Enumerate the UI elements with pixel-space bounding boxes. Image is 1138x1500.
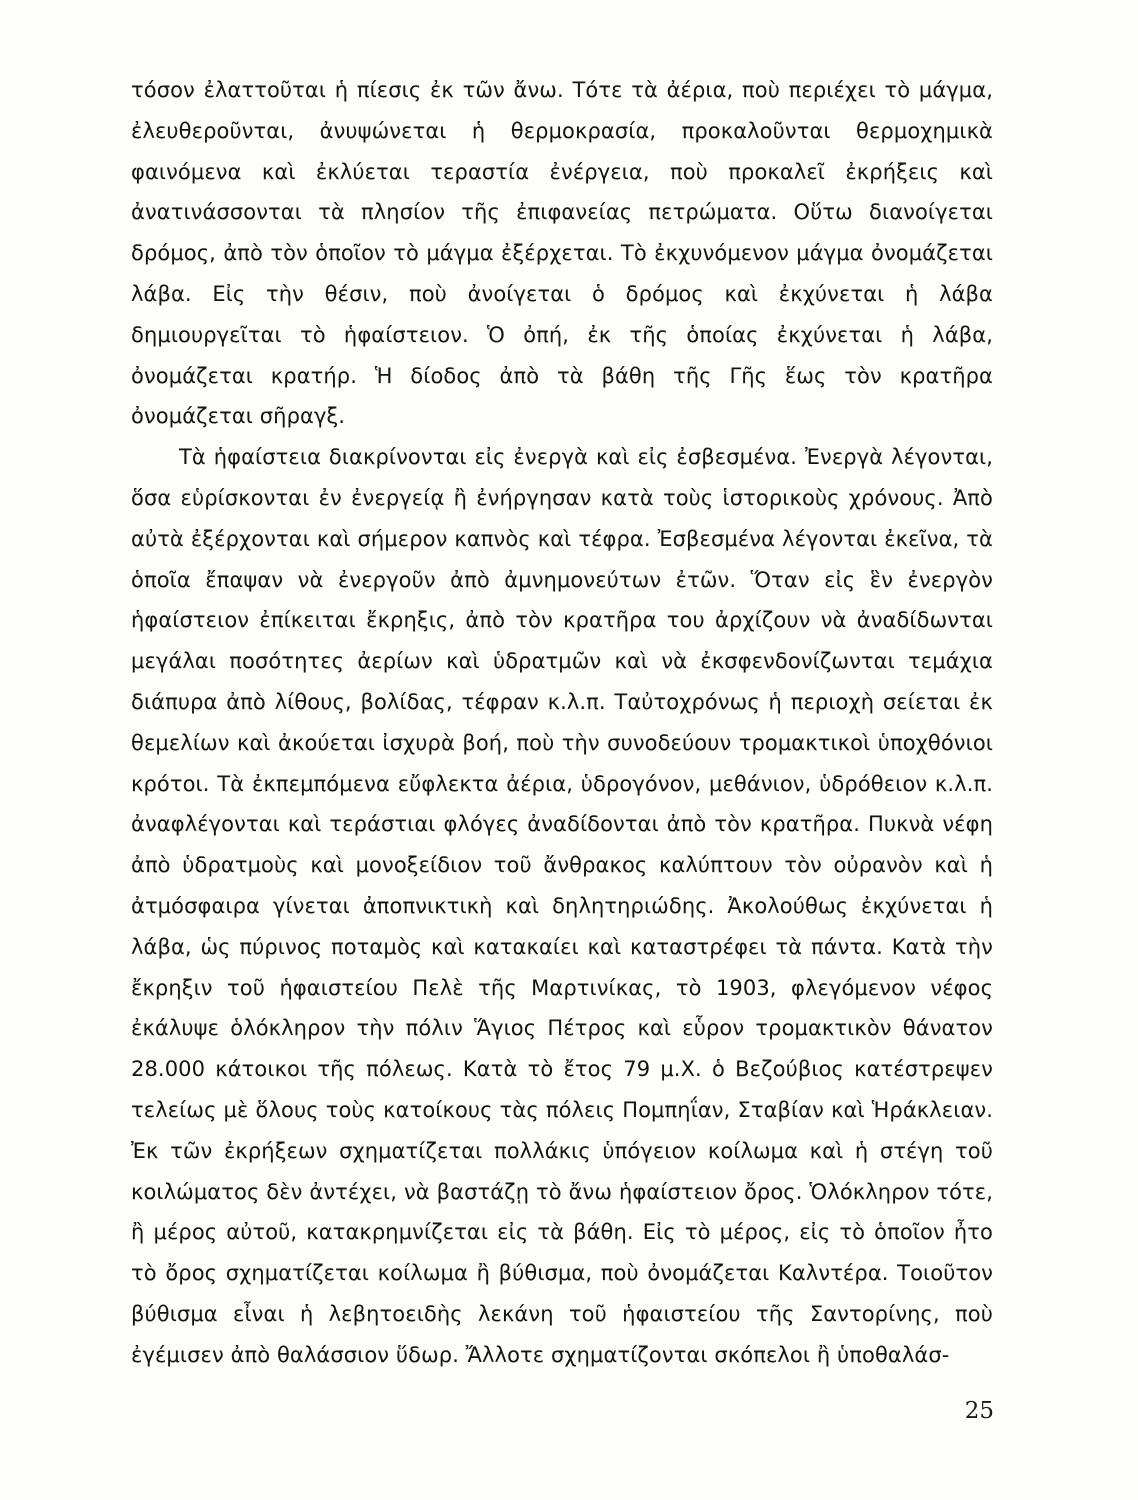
- page-number: 25: [964, 1398, 994, 1424]
- paragraph-1: τόσον ἐλαττοῦται ἡ πίεσις ἐκ τῶν ἄνω. Τότε τὰ ἀέρια, ποὺ περιέχει τὸ μάγμα, ἐλευθεροῦνται, ἀνυψώνεται ἡ θερμοκρασία, προκαλοῦνται θερμοχημικὰ φαινόμενα καὶ ἐκλύεται τεραστία ἐνέργεια, ποὺ προκαλεῖ ἐκρήξεις καὶ ἀνατινάσσονται τὰ πλησίον τῆς ἐπιφανείας πετρώματα. Οὕτω διανοίγεται δρόμος, ἀπὸ τὸν ὁποῖον τὸ μάγμα ἐξέρχεται. Τὸ ἐκχυνόμενον μάγμα ὀνομάζεται λάβα. Εἰς τὴν θέσιν, ποὺ ἀνοίγεται ὁ δρόμος καὶ ἐκχύνεται ἡ λάβα δημιουργεῖται τὸ ἡφαίστειον. Ὁ ὀπή, ἐκ τῆς ὁποίας ἐκχύνεται ἡ λάβα, ὀνομάζεται κρατήρ. Ἡ δίοδος ἀπὸ τὰ βάθη τῆς Γῆς ἕως τὸν κρατῆρα ὀνομάζεται σῆραγξ.: [131, 78, 993, 429]
- body-text: [131, 70, 993, 1376]
- paragraph-2: Τὰ ἡφαίστεια διακρίνονται εἰς ἐνεργὰ καὶ εἰς ἐσβεσμένα. Ἐνεργὰ λέγονται, ὅσα εὑρίσκονται ἐν ἐνεργείᾳ ἢ ἐνήργησαν κατὰ τοὺς ἱστορικοὺς χρόνους. Ἀπὸ αὐτὰ ἐξέρχονται καὶ σήμερον καπνὸς καὶ τέφρα. Ἐσβεσμένα λέγονται ἐκεῖνα, τὰ ὁποῖα ἔπαψαν νὰ ἐνεργοῦν ἀπὸ ἀμνημονεύτων ἐτῶν. Ὅταν εἰς ἓν ἐνεργὸν ἡφαίστειον ἐπίκειται ἔκρηξις, ἀπὸ τὸν κρατῆρα του ἀρχίζουν νὰ ἀναδίδωνται μεγάλαι ποσότητες ἀερίων καὶ ὑδρατμῶν καὶ νὰ ἐκσφενδονίζωνται τεμάχια διάπυρα ἀπὸ λίθους, βολίδας, τέφραν κ.λ.π. Ταὐτοχρόνως ἡ περιοχὴ σείεται ἐκ θεμελίων καὶ ἀκούεται ἰσχυρὰ βοή, ποὺ τὴν συνοδεύουν τρομακτικοὶ ὑποχθόνιοι κρότοι. Τὰ ἐκπεμπόμενα εὔφλεκτα ἀέρια, ὑδρογόνον, μεθάνιον, ὑδρόθειον κ.λ.π. ἀναφλέγονται καὶ τεράστιαι φλόγες ἀναδίδονται ἀπὸ τὸν κρατῆρα. Πυκνὰ νέφη ἀπὸ ὑδρατμοὺς καὶ μονοξείδιον τοῦ ἄνθρακος καλύπτουν τὸν οὐρανὸν καὶ ἡ ἀτμόσφαιρα γίνεται ἀποπνικτικὴ καὶ δηλητηριώδης. Ἀκολούθως ἐκχύνεται ἡ λάβα, ὡς πύρινος ποταμὸς καὶ κατακαίει καὶ καταστρέφει τὰ πάντα. Κατὰ τὴν ἔκρηξιν τοῦ ἡφαιστείου Πελὲ τῆς Μαρτινίκας, τὸ 1903, φλεγόμενον νέφος ἐκάλυψε ὁλόκληρον τὴν πόλιν Ἅγιος Πέτρος καὶ εὗρον τρομακτικὸν θάνατον 28.000 κάτοικοι τῆς πόλεως. Κατὰ τὸ ἔτος 79 μ.Χ. ὁ Βεζούβιος κατέστρεψεν τελείως μὲ ὅλους τοὺς κατοίκους τὰς πόλεις Πομπηΐαν, Σταβίαν καὶ Ἡράκλειαν. Ἐκ τῶν ἐκρήξεων σχηματίζεται πολλάκις ὑπόγειον κοίλωμα καὶ ἡ στέγη τοῦ κοιλώματος δὲν ἀντέχει, νὰ βαστάζῃ τὸ ἄνω ἡφαίστειον ὄρος. Ὁλόκληρον τότε, ἢ μέρος αὐτοῦ, κατακρημνίζεται εἰς τὰ βάθη. Εἰς τὸ μέρος, εἰς τὸ ὁποῖον ἦτο τὸ ὄρος σχηματίζεται κοίλωμα ἢ βύθισμα, ποὺ ὀνομάζεται Καλντέρα. Τοιοῦτον βύθισμα εἶναι ἡ λεβητοειδὴς λεκάνη τοῦ ἡφαιστείου τῆς Σαντορίνης, ποὺ ἐγέμισεν ἀπὸ θαλάσσιον ὕδωρ. Ἄλλοτε σχηματίζονται σκόπελοι ἢ ὑποθαλάσ-: [131, 445, 993, 1367]
